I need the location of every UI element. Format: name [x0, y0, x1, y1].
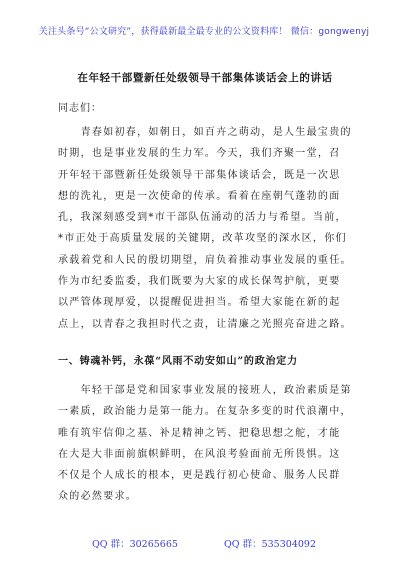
paragraph-line: 点上，以青春之我担时代之责，让清廉之光照亮奋进之路。: [58, 318, 352, 330]
paragraph-line: 唯有筑牢信仰之基、补足精神之钙、把稳思想之舵，才能: [58, 427, 341, 439]
paragraph-line: 孔，我深刻感受到*市干部队伍涌动的活力与希望。当前，: [58, 212, 347, 224]
section-heading: 一、铸魂补钙，永葆“风雨不动安如山”的政治定力: [58, 356, 298, 367]
paragraph-line: 青春如初春，如朝日，如百卉之萌动，是人生最宝贵的: [58, 127, 352, 138]
paragraph-line: 开年轻干部暨新任处级领导干部集体谈话会，既是一次思: [58, 169, 341, 181]
footer-qq-group-1: QQ 群：30265665: [91, 539, 178, 550]
paragraph-line: 在大是大非面前旗帜鲜明，在风浪考验面前无所畏惧。这: [58, 448, 341, 460]
paragraph-line: 想的洗礼，更是一次使命的传承。看着在座朝气蓬勃的面: [58, 190, 341, 202]
page-title: 在年轻干部暨新任处级领导干部集体谈话会上的讲话: [77, 72, 333, 84]
salutation: 同志们：: [58, 103, 102, 114]
paragraph-line: 作为市纪委监委，我们既要为大家的成长保驾护航，更要: [58, 276, 341, 288]
paragraph-1: [58, 122, 356, 335]
paragraph-line: 众的必然要求。: [58, 491, 138, 503]
footer-qq-groups: [0, 536, 408, 550]
paragraph-line: 时期，也是事业发展的生力军。今天，我们齐聚一堂，召: [58, 148, 341, 160]
footer-qq-group-2: QQ 群：535304092: [224, 539, 316, 550]
paragraph-line: *市正处于高质量发展的关键期，改革攻坚的深水区，你们: [58, 233, 347, 245]
paragraph-line: 年轻干部是党和国家事业发展的接班人，政治素质是第: [58, 385, 352, 396]
paragraph-line: 不仅是个人成长的根本，更是践行初心使命、服务人民群: [58, 470, 341, 482]
paragraph-line: 一素质，政治能力是第一能力。在复杂多变的时代浪潮中，: [58, 406, 352, 418]
paragraph-line: 承载着党和人民的殷切期望，肩负着推动事业发展的重任。: [58, 254, 352, 266]
header-promo-note: 关注头条号“公文研究”，获得最新最全最专业的公文资料库！ 微信：gongwenyj: [38, 27, 370, 37]
paragraph-line: 以严管体现厚爱，以提醒促进担当。希望大家能在新的起: [58, 297, 341, 309]
paragraph-2: [58, 380, 356, 508]
